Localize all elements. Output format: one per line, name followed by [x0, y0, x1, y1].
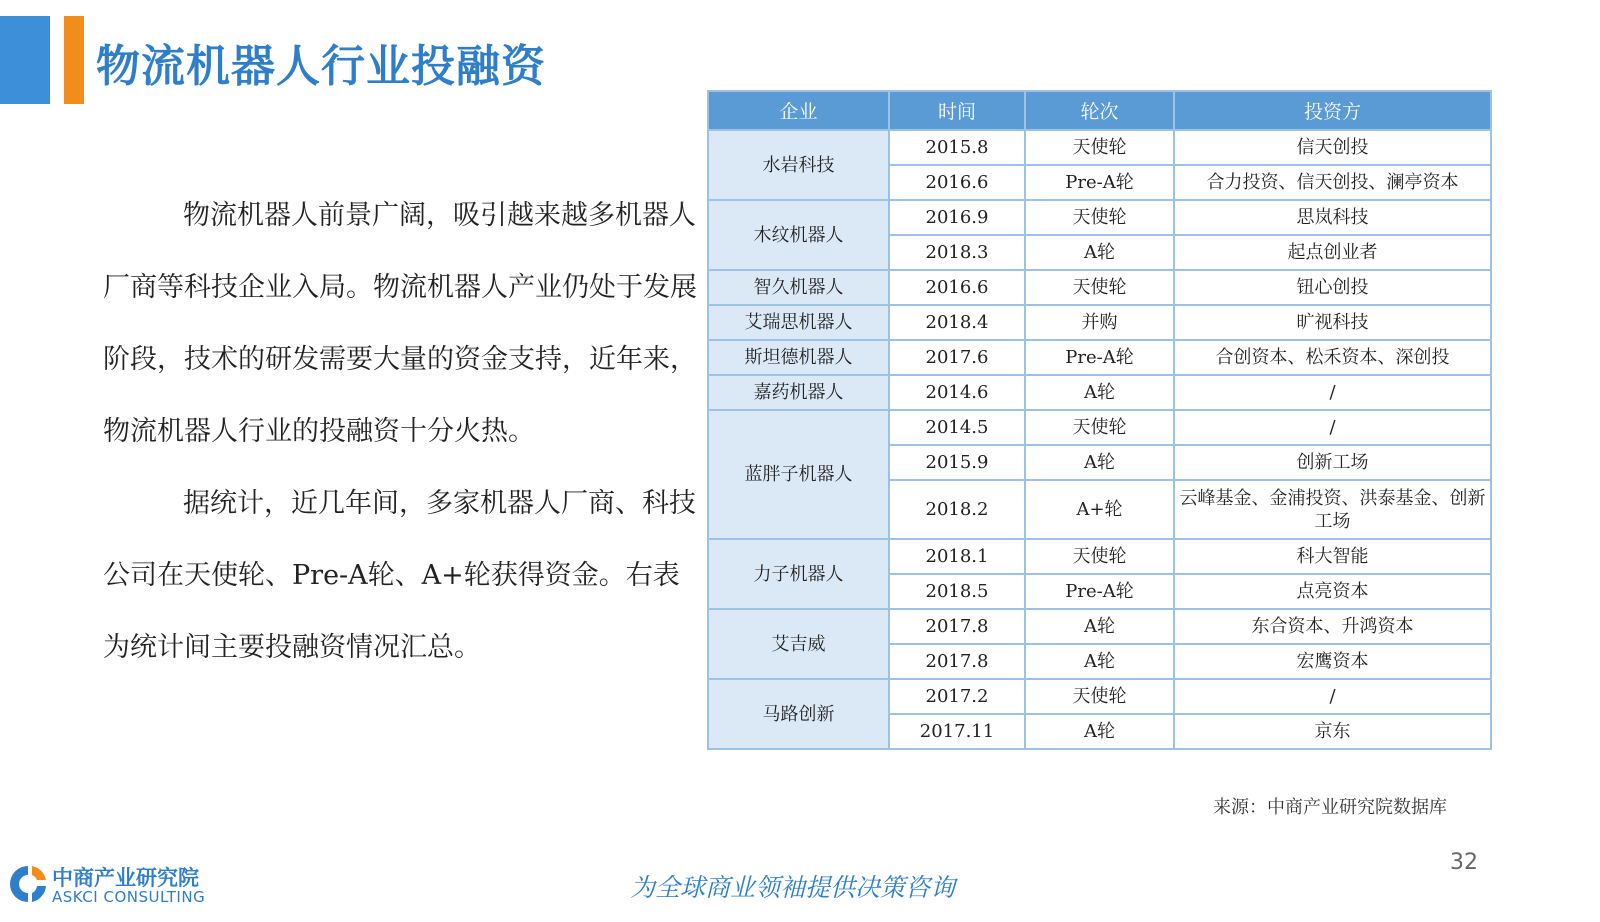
cell-company: 蓝胖子机器人: [708, 410, 889, 539]
source-note: 来源：中商产业研究院数据库: [1213, 797, 1447, 818]
cell-time: 2017.8: [889, 609, 1025, 644]
table-row: [708, 130, 1491, 165]
cell-company: 力子机器人: [708, 539, 889, 609]
table-row: [708, 270, 1491, 305]
cell-round: Pre-A轮: [1025, 165, 1174, 200]
investment-table: [707, 90, 1492, 750]
cell-investor: 科大智能: [1174, 539, 1491, 574]
logo-name-en: ASKCI CONSULTING: [52, 888, 206, 906]
cell-investor: 思岚科技: [1174, 200, 1491, 235]
cell-round: A轮: [1025, 609, 1174, 644]
cell-round: 天使轮: [1025, 200, 1174, 235]
cell-time: 2017.6: [889, 340, 1025, 375]
title-accent-bar-orange: [64, 16, 84, 104]
table-row: [708, 200, 1491, 235]
table-row: [708, 609, 1491, 644]
cell-time: 2014.5: [889, 410, 1025, 445]
logo-name-cn: 中商产业研究院: [52, 866, 199, 890]
cell-round: 并购: [1025, 305, 1174, 340]
cell-investor: 创新工场: [1174, 445, 1491, 480]
paragraph-1: 物流机器人前景广阔，吸引越来越多机器人厂商等科技企业入局。物流机器人产业仍处于发展阶段，技术的研发需要大量的资金支持，近年来，物流机器人行业的投融资十分火热。: [103, 200, 697, 447]
table-row: [708, 539, 1491, 574]
cell-round: 天使轮: [1025, 679, 1174, 714]
cell-company: 智久机器人: [708, 270, 889, 305]
cell-round: A轮: [1025, 235, 1174, 270]
table-row: [708, 410, 1491, 445]
cell-investor: 信天创投: [1174, 130, 1491, 165]
body-text: [103, 180, 703, 684]
cell-investor: 京东: [1174, 714, 1491, 749]
header-time: 时间: [889, 91, 1025, 130]
cell-investor: /: [1174, 375, 1491, 410]
cell-round: A轮: [1025, 714, 1174, 749]
cell-time: 2018.2: [889, 480, 1025, 539]
page-number: 32: [1450, 850, 1478, 875]
cell-company: 嘉药机器人: [708, 375, 889, 410]
cell-investor: 宏鹰资本: [1174, 644, 1491, 679]
cell-investor: /: [1174, 410, 1491, 445]
cell-investor: 钮心创投: [1174, 270, 1491, 305]
header-investor: 投资方: [1174, 91, 1491, 130]
table-header-row: [708, 91, 1491, 130]
header-round: 轮次: [1025, 91, 1174, 130]
cell-round: A轮: [1025, 375, 1174, 410]
cell-time: 2016.6: [889, 270, 1025, 305]
table-row: [708, 375, 1491, 410]
page-title: 物流机器人行业投融资: [96, 41, 546, 92]
cell-company: 马路创新: [708, 679, 889, 749]
cell-time: 2015.8: [889, 130, 1025, 165]
cell-time: 2016.6: [889, 165, 1025, 200]
cell-round: 天使轮: [1025, 539, 1174, 574]
cell-time: 2014.6: [889, 375, 1025, 410]
cell-round: Pre-A轮: [1025, 340, 1174, 375]
cell-time: 2018.1: [889, 539, 1025, 574]
cell-investor: 合力投资、信天创投、澜亭资本: [1174, 165, 1491, 200]
cell-investor: 旷视科技: [1174, 305, 1491, 340]
header-company: 企业: [708, 91, 889, 130]
cell-round: A轮: [1025, 644, 1174, 679]
cell-investor: 起点创业者: [1174, 235, 1491, 270]
cell-time: 2018.4: [889, 305, 1025, 340]
paragraph-2: 据统计，近几年间，多家机器人厂商、科技公司在天使轮、Pre-A轮、A+轮获得资金。右表为统计间主要投融资情况汇总。: [103, 488, 696, 663]
cell-time: 2015.9: [889, 445, 1025, 480]
cell-round: A+轮: [1025, 480, 1174, 539]
cell-investor: 合创资本、松禾资本、深创投: [1174, 340, 1491, 375]
cell-investor: 东合资本、升鸿资本: [1174, 609, 1491, 644]
cell-company: 斯坦德机器人: [708, 340, 889, 375]
cell-round: 天使轮: [1025, 130, 1174, 165]
cell-round: Pre-A轮: [1025, 574, 1174, 609]
cell-round: A轮: [1025, 445, 1174, 480]
cell-time: 2017.2: [889, 679, 1025, 714]
cell-round: 天使轮: [1025, 270, 1174, 305]
cell-time: 2018.5: [889, 574, 1025, 609]
cell-round: 天使轮: [1025, 410, 1174, 445]
footer-slogan: 为全球商业领袖提供决策咨询: [630, 873, 956, 902]
title-accent-bar-blue: [0, 16, 50, 104]
askci-logo-icon: [6, 862, 50, 906]
cell-time: 2017.8: [889, 644, 1025, 679]
cell-investor: 点亮资本: [1174, 574, 1491, 609]
table-row: [708, 340, 1491, 375]
cell-time: 2016.9: [889, 200, 1025, 235]
table-row: [708, 305, 1491, 340]
cell-time: 2017.11: [889, 714, 1025, 749]
cell-time: 2018.3: [889, 235, 1025, 270]
table-row: [708, 679, 1491, 714]
cell-company: 艾瑞思机器人: [708, 305, 889, 340]
cell-company: 艾吉威: [708, 609, 889, 679]
cell-investor: 云峰基金、金浦投资、洪泰基金、创新工场: [1174, 480, 1491, 539]
cell-company: 木纹机器人: [708, 200, 889, 270]
cell-company: 水岩科技: [708, 130, 889, 200]
table-body: [708, 130, 1491, 749]
cell-investor: /: [1174, 679, 1491, 714]
